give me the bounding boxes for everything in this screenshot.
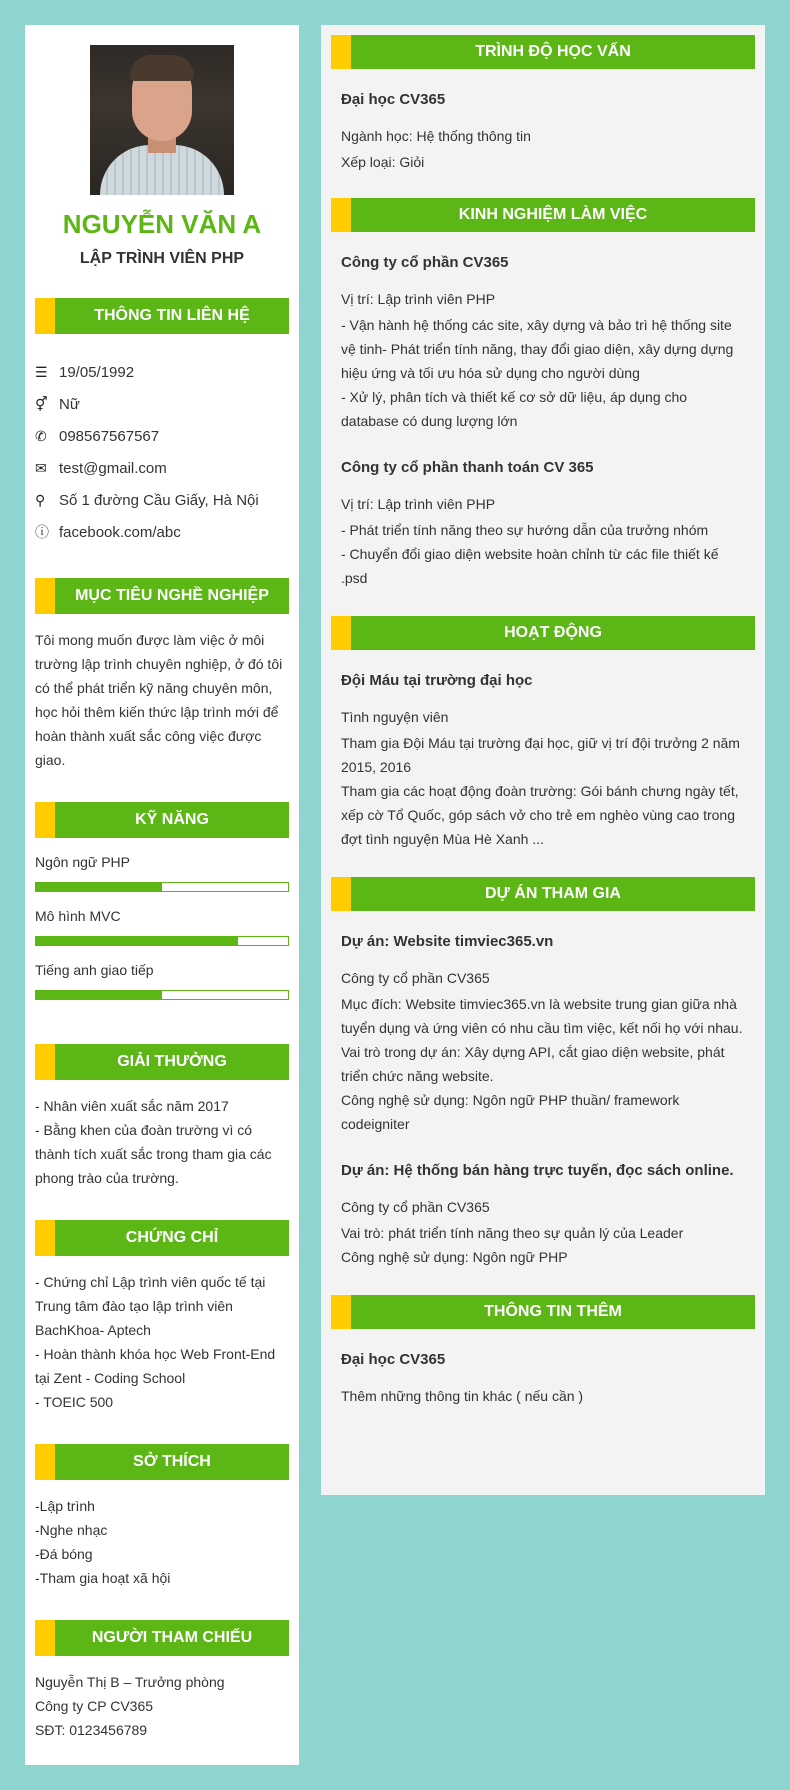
contact-birthday: ☰ 19/05/1992: [35, 363, 135, 381]
contact-facebook: ⓘ facebook.com/abc: [35, 523, 181, 541]
skill-bar: [35, 936, 289, 946]
contact-gender: ⚥ Nữ: [35, 395, 80, 413]
right-column: [321, 25, 765, 1495]
job-company: Công ty cổ phần CV365: [341, 254, 509, 271]
skill-label: Ngôn ngữ PHP: [35, 854, 130, 870]
section-header-activities: HOẠT ĐỘNG: [331, 616, 755, 650]
hobbies-text: -Lập trình -Nghe nhạc -Đá bóng -Tham gia hoạt xã hội: [35, 1498, 171, 1586]
job-description: - Vận hành hệ thống các site, xây dựng và bảo trì hệ thống site vệ tinh- Phát triển tính năng, thay đổi giao diện, xây dựng dựng hiệu ứng và tối ưu hóa sử dụng cho người dùng - Xử lý, phân tích và thiết kế cơ sở dữ liệu, áp dụng cho database có dung lượng lớn: [341, 317, 734, 429]
section-header-certificates: CHỨNG CHỈ: [35, 1220, 289, 1256]
avatar: [90, 45, 234, 195]
contact-email: ✉ test@gmail.com: [35, 459, 167, 477]
skill-bar: [35, 882, 289, 892]
birthday-cake-icon: ☰: [35, 363, 48, 380]
section-header-skills: KỸ NĂNG: [35, 802, 289, 838]
candidate-name: NGUYỄN VĂN A: [62, 209, 262, 239]
activity-role: Tình nguyện viên: [341, 709, 449, 725]
objective-text: Tôi mong muốn được làm việc ở môi trường lập trình chuyên nghiệp, ở đó tôi có thể phát triển kỹ năng chuyên môn, học hỏi thêm kiến thức lập trình mới để hoàn thành xuất sắc công việc được giao.: [35, 632, 283, 768]
section-header-experience: KINH NGHIỆM LÀM VIỆC: [331, 198, 755, 232]
section-header-awards: GIẢI THƯỞNG: [35, 1044, 289, 1080]
education-grade: Xếp loại: Giỏi: [341, 154, 425, 170]
section-header-projects: DỰ ÁN THAM GIA: [331, 877, 755, 911]
contact-phone: ✆ 098567567567: [35, 427, 160, 445]
project-company: Công ty cổ phần CV365: [341, 970, 490, 986]
job-position: Vị trí: Lập trình viên PHP: [341, 496, 496, 512]
references-text: Nguyễn Thị B – Trưởng phòng Công ty CP CV365 SĐT: 0123456789: [35, 1674, 225, 1738]
contact-list: [35, 356, 289, 548]
education-school: Đại học CV365: [341, 91, 446, 108]
job-description: - Phát triển tính năng theo sự hướng dẫn của trưởng nhóm - Chuyển đổi giao diện website hoàn chỉnh từ các file thiết kế .psd: [341, 522, 719, 586]
phone-icon: ✆: [35, 427, 47, 444]
section-header-hobbies: SỞ THÍCH: [35, 1444, 289, 1480]
project-name: Dự án: Hệ thống bán hàng trực tuyến, đọc sách online.: [341, 1162, 734, 1179]
info-icon: ⓘ: [35, 524, 49, 540]
skill-bar: [35, 990, 289, 1000]
section-header-references: NGƯỜI THAM CHIẾU: [35, 1620, 289, 1656]
activity-description: Tham gia Đội Máu tại trường đại học, giữ vị trí đội trưởng 2 năm 2015, 2016 Tham gia các hoạt động đoàn trường: Gói bánh chưng ngày tết, xếp cờ Tổ Quốc, góp sách vở cho trẻ em nghèo vùng cao trong đợt tình nguyện Mùa Hè Xanh ...: [341, 735, 740, 847]
left-column: [25, 25, 299, 1765]
candidate-role: LẬP TRÌNH VIÊN PHP: [79, 250, 245, 267]
job-position: Vị trí: Lập trình viên PHP: [341, 291, 496, 307]
gender-icon: ⚥: [35, 395, 48, 412]
skill-label: Mô hình MVC: [35, 908, 121, 924]
education-major: Ngành học: Hệ thống thông tin: [341, 128, 531, 144]
extra-org: Đại học CV365: [341, 1351, 446, 1368]
email-icon: ✉: [35, 459, 47, 476]
section-header-education: TRÌNH ĐỘ HỌC VẤN: [331, 35, 755, 69]
job-company: Công ty cổ phần thanh toán CV 365: [341, 459, 594, 476]
contact-address: ⚲ Số 1 đường Cầu Giấy, Hà Nội: [35, 491, 259, 509]
project-company: Công ty cổ phần CV365: [341, 1199, 490, 1215]
skill-label: Tiếng anh giao tiếp: [35, 962, 154, 978]
activity-org: Đội Máu tại trường đại học: [341, 672, 533, 689]
project-description: Mục đích: Website timviec365.vn là website trung gian giữa nhà tuyển dụng và ứng viên có nhu cầu tìm việc, kết nối họ với nhau. Vai trò trong dự án: Xây dựng API, cắt giao diện website, phát triển chức năng website. Công nghệ sử dụng: Ngôn ngữ PHP thuần/ framework codeigniter: [341, 996, 743, 1132]
skills-list: [35, 854, 289, 1000]
extra-text: Thêm những thông tin khác ( nếu cần ): [341, 1388, 584, 1404]
awards-text: - Nhân viên xuất sắc năm 2017 - Bằng khen của đoàn trường vì có thành tích xuất sắc trong tham gia các phong trào của trường.: [35, 1098, 272, 1186]
project-name: Dự án: Website timviec365.vn: [341, 933, 554, 950]
project-description: Vai trò: phát triển tính năng theo sự quản lý của Leader Công nghệ sử dụng: Ngôn ngữ PHP: [341, 1225, 684, 1265]
location-pin-icon: ⚲: [35, 491, 46, 508]
section-header-extra: THÔNG TIN THÊM: [331, 1295, 755, 1329]
certificates-text: - Chứng chỉ Lập trình viên quốc tế tại Trung tâm đào tạo lập trình viên BachKhoa- Aptech - Hoàn thành khóa học Web Front-End tại Zent - Coding School - TOEIC 500: [35, 1274, 276, 1410]
section-header-contact: THÔNG TIN LIÊN HỆ: [35, 298, 289, 334]
section-header-objective: MỤC TIÊU NGHỀ NGHIỆP: [35, 578, 289, 614]
